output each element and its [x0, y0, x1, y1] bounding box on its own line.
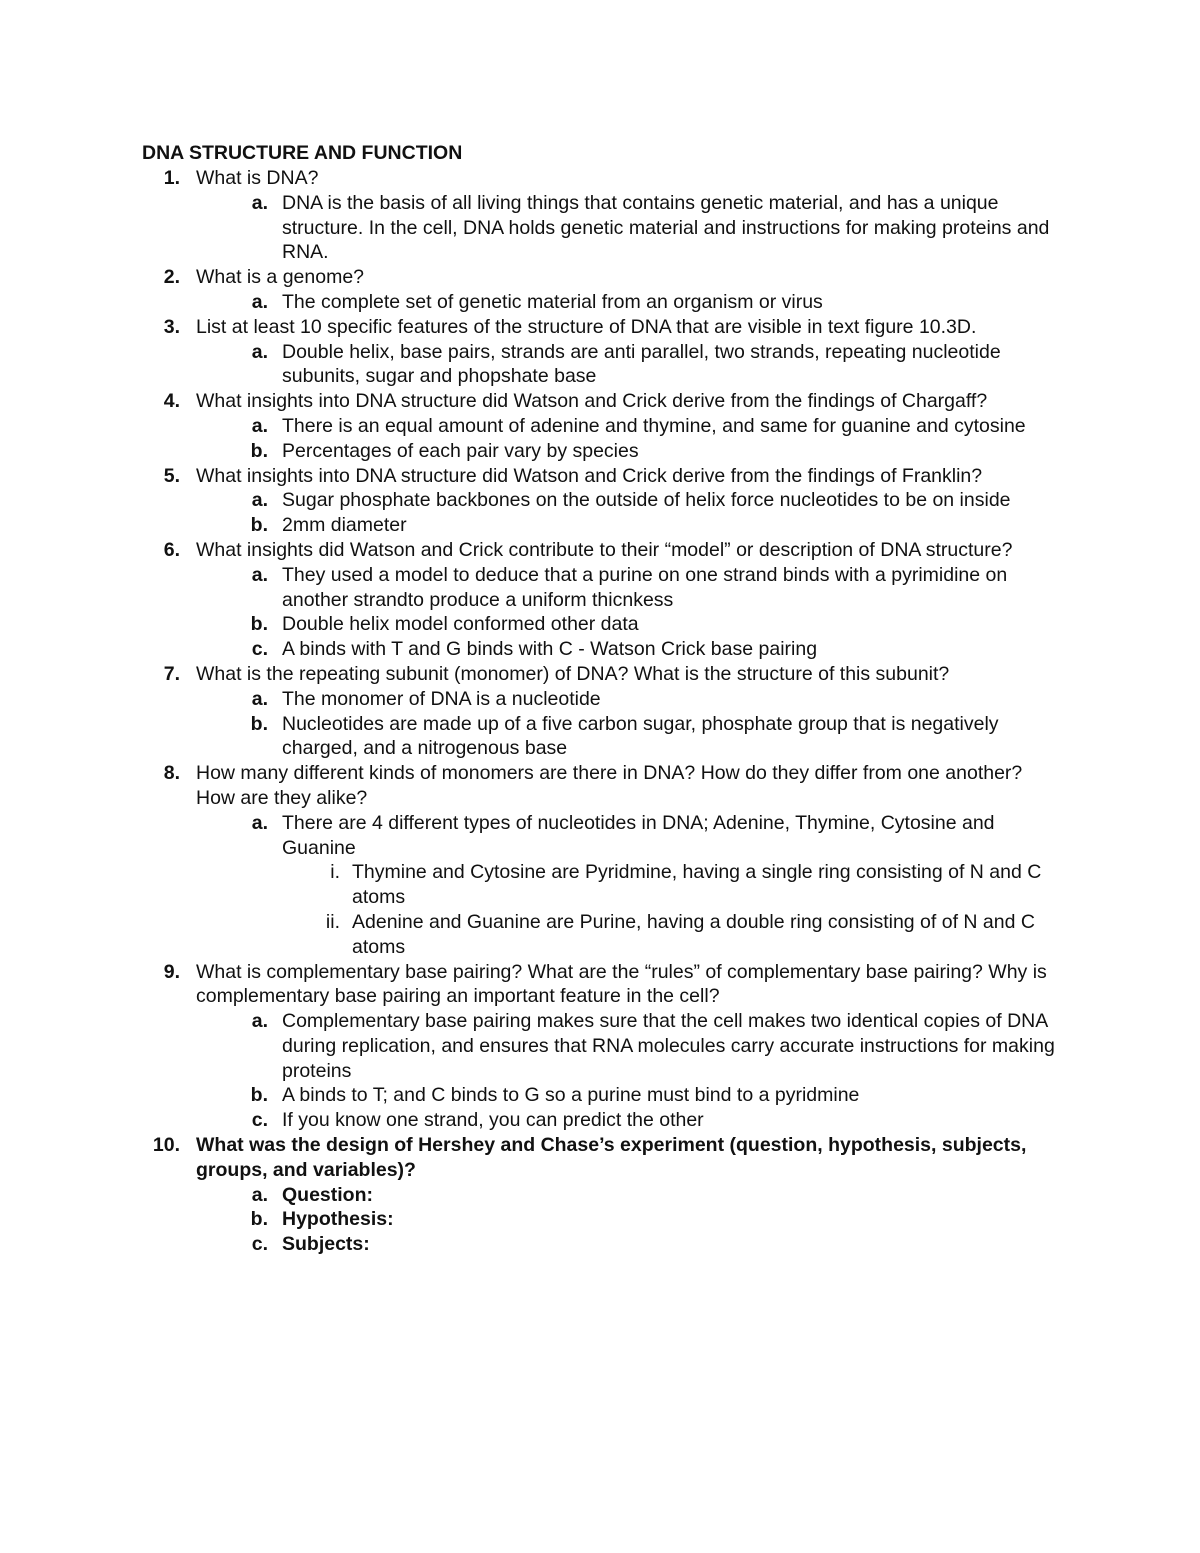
list-marker: b.: [250, 613, 268, 636]
item-text: A binds with T and G binds with C - Watson Crick base pairing: [282, 638, 818, 661]
list-marker: a.: [251, 563, 268, 586]
item-text: The monomer of DNA is a nucleotide: [282, 687, 601, 710]
answer-item: [140, 563, 1070, 613]
list-marker: ii.: [325, 910, 340, 933]
item-text: Sugar phosphate backbones on the outside of helix force nucleotides to be on inside: [282, 489, 1011, 512]
list-marker: 1.: [163, 167, 180, 189]
list-marker: a.: [251, 687, 268, 710]
item-text: Double helix, base pairs, strands are anti parallel, two strands, repeating nucleotide subunits, sugar and phopshate base: [282, 340, 1001, 388]
question-item: [140, 166, 1070, 191]
list-marker: a.: [251, 191, 268, 214]
item-text: How many different kinds of monomers are there in DNA? How do they differ from one another? How are they alike?: [196, 762, 1023, 809]
answer-item: [140, 488, 1070, 513]
item-text: A binds to T; and C binds to G so a purine must bind to a pyridmine: [282, 1084, 860, 1107]
list-marker: c.: [251, 1109, 268, 1132]
answer-item: [140, 687, 1070, 712]
sub-answer-item: [140, 860, 1070, 910]
answer-item: [140, 290, 1070, 315]
item-text: What is complementary base pairing? What are the “rules” of complementary base pairing? Why is complementary base pairing an important feature in the cell?: [196, 960, 1047, 1008]
answer-item: [140, 1009, 1070, 1083]
list-marker: 5.: [163, 464, 180, 487]
answer-item: [140, 811, 1070, 861]
item-text: The complete set of genetic material from an organism or virus: [282, 290, 823, 313]
list-marker: 4.: [163, 390, 180, 413]
list-marker: b.: [250, 514, 268, 537]
item-text: What insights into DNA structure did Watson and Crick derive from the findings of Franklin?: [196, 464, 983, 487]
sub-answer-item: [140, 910, 1070, 960]
document-title: DNA STRUCTURE AND FUNCTION: [142, 142, 463, 164]
question-item: [140, 1133, 1070, 1183]
answer-item: [140, 1108, 1070, 1133]
item-text: There is an equal amount of adenine and thymine, and same for guanine and cytosine: [282, 414, 1026, 437]
list-marker: a.: [251, 340, 268, 363]
list-marker: 8.: [163, 762, 180, 785]
list-marker: 7.: [163, 662, 180, 685]
answer-item: [140, 712, 1070, 762]
answer-item: [140, 513, 1070, 538]
list-marker: c.: [251, 638, 268, 661]
item-text: What is a genome?: [196, 266, 365, 289]
list-marker: c.: [251, 1233, 268, 1256]
item-text: What was the design of Hershey and Chase’s experiment (question, hypothesis, subjects, groups, and variables)?: [196, 1134, 1027, 1181]
list-marker: a.: [251, 290, 268, 313]
item-text: Hypothesis:: [282, 1208, 394, 1231]
item-text: Percentages of each pair vary by species: [282, 439, 639, 462]
list-marker: b.: [250, 439, 268, 462]
answer-item: [140, 191, 1070, 265]
question-item: [140, 960, 1070, 1010]
question-item: [140, 389, 1070, 414]
item-text: Question:: [282, 1183, 373, 1206]
list-marker: a.: [251, 811, 268, 834]
question-item: [140, 662, 1070, 687]
item-text: Double helix model conformed other data: [282, 613, 639, 636]
answer-item: [140, 340, 1070, 390]
answer-item: [140, 439, 1070, 464]
list-marker: b.: [250, 712, 268, 735]
item-text: Subjects:: [282, 1233, 370, 1256]
item-text: What insights did Watson and Crick contribute to their “model” or description of DNA structure?: [196, 538, 1013, 561]
question-item: [140, 464, 1070, 489]
item-text: What is the repeating subunit (monomer) of DNA? What is the structure of this subunit?: [196, 662, 950, 685]
list-marker: 9.: [163, 960, 180, 983]
item-text: If you know one strand, you can predict the other: [282, 1109, 704, 1132]
list-marker: b.: [250, 1084, 268, 1107]
list-marker: 3.: [163, 315, 180, 338]
document-page: [140, 140, 1070, 1257]
item-text: They used a model to deduce that a purine on one strand binds with a pyrimidine on another strandto produce a uniform thicnkess: [282, 563, 1008, 611]
question-item: [140, 538, 1070, 563]
answer-item: [140, 637, 1070, 662]
answer-item: [140, 414, 1070, 439]
item-text: Adenine and Guanine are Purine, having a double ring consisting of of N and C atoms: [352, 910, 1035, 958]
list-marker: a.: [251, 414, 268, 437]
item-text: What insights into DNA structure did Watson and Crick derive from the findings of Chargaff?: [196, 390, 988, 413]
list-marker: a.: [251, 1010, 268, 1033]
answer-item: [140, 1232, 1070, 1257]
item-text: What is DNA?: [196, 167, 319, 189]
list-marker: 10.: [152, 1134, 180, 1157]
item-text: 2mm diameter: [282, 514, 407, 537]
list-marker: i.: [330, 861, 340, 884]
list-marker: b.: [250, 1208, 268, 1231]
list-marker: 2.: [163, 266, 180, 289]
item-text: DNA is the basis of all living things that contains genetic material, and has a unique structure. In the cell, DNA holds genetic material and instructions for making proteins and RNA.: [282, 191, 1050, 264]
item-text: Thymine and Cytosine are Pyridmine, having a single ring consisting of N and C atoms: [352, 861, 1042, 909]
answer-item: [140, 1207, 1070, 1232]
answer-item: [140, 1083, 1070, 1108]
question-item: [140, 265, 1070, 290]
question-item: [140, 315, 1070, 340]
question-item: [140, 761, 1070, 811]
item-text: Nucleotides are made up of a five carbon sugar, phosphate group that is negatively charged, and a nitrogenous base: [282, 712, 999, 760]
question-list: [140, 166, 1070, 1257]
list-marker: a.: [251, 1183, 268, 1206]
list-marker: 6.: [163, 538, 180, 561]
item-text: List at least 10 specific features of the structure of DNA that are visible in text figure 10.3D.: [196, 315, 977, 338]
item-text: Complementary base pairing makes sure that the cell makes two identical copies of DNA during replication, and ensures that RNA molecules carry accurate instructions for making proteins: [282, 1010, 1055, 1082]
item-text: There are 4 different types of nucleotides in DNA; Adenine, Thymine, Cytosine and Guanine: [282, 811, 995, 859]
answer-item: [140, 1183, 1070, 1208]
list-marker: a.: [251, 489, 268, 512]
answer-item: [140, 612, 1070, 637]
